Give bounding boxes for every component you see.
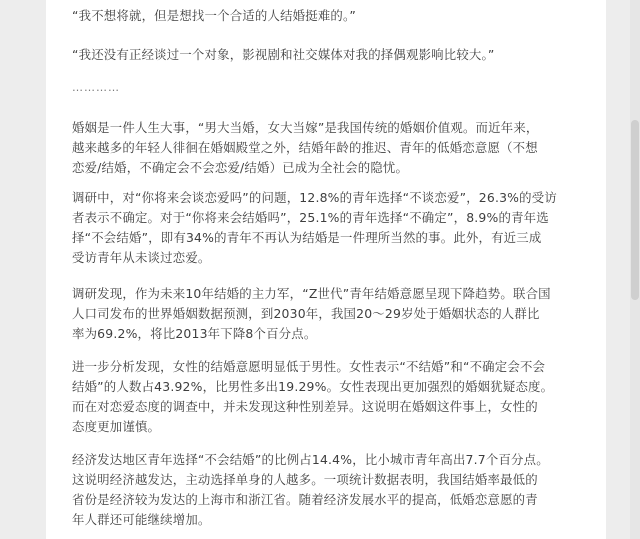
paragraph-2-line: 受访青年从未谈过恋爱。 [72,250,211,265]
paragraph-1-line: 越来越多的年轻人徘徊在婚姻殿堂之外，结婚年龄的推迟、青年的低婚恋意愿（不想 [72,140,538,155]
paragraph-4 [72,357,582,437]
paragraph-5-line: 经济发达地区青年选择“不会结婚”的比例占14.4%，比小城市青年高出7.7个百分点。 [72,452,549,467]
separator-dots: ………… [72,81,120,94]
paragraph-3-line: 人口司发布的世界婚姻数据预测，到2030年，我国20～29岁处于婚姻状态的人群比 [72,306,540,321]
paragraph-5-line: 这说明经济越发达，主动选择单身的人越多。一项统计数据表明，我国结婚率最低的 [72,472,538,487]
quote-1: “我不想将就，但是想找一个合适的人结婚挺难的。” [72,8,357,23]
paragraph-4-line: 进一步分析发现，女性的结婚意愿明显低于男性。女性表示“不结婚”和“不确定会不会 [72,359,546,374]
paragraph-2-line: 调研中，对“你将来会谈恋爱吗”的问题，12.8%的青年选择“不谈恋爱”，26.3%的受访 [72,190,557,205]
paragraph-1-line: 婚姻是一件人生大事，“男大当婚，女大当嫁”是我国传统的婚姻价值观。而近年来， [72,120,539,135]
paragraph-3-line: 调研发现，作为未来10年结婚的主力军，“Z世代”青年结婚意愿呈现下降趋势。联合国 [72,286,551,301]
quote-2: “我还没有正经谈过一个对象，影视剧和社交媒体对我的择偶观影响比较大。” [72,47,495,62]
scrollbar-thumb[interactable] [631,120,639,300]
paragraph-1-line: 恋爱/结婚，不确定会不会恋爱/结婚）已成为全社会的隐忧。 [72,160,409,175]
paragraph-5-line: 省份是经济较为发达的上海市和浙江省。随着经济发展水平的提高，低婚恋意愿的青 [72,492,538,507]
paragraph-5 [72,450,582,530]
paragraph-4-line: 态度更加谨慎。 [72,419,161,434]
paragraph-4-line: 结婚”的人数占43.92%，比男性多出19.29%。女性表现出更加强烈的婚姻犹疑态度。 [72,379,554,394]
paragraph-3 [72,284,582,344]
paragraph-2-line: 择“不会结婚”，即有34%的青年不再认为结婚是一件理所当然的事。此外，有近三成 [72,230,542,245]
paragraph-2-line: 者表示不确定。对于“你将来会结婚吗”，25.1%的青年选择“不确定”，8.9%的青年选 [72,210,549,225]
paragraph-4-line: 而在对恋爱态度的调查中，并未发现这种性别差异。这说明在婚姻这件事上，女性的 [72,399,538,414]
vertical-scrollbar[interactable] [630,0,640,539]
paragraph-3-line: 率为69.2%，将比2013年下降8个百分点。 [72,326,317,341]
article-body [46,0,606,539]
paragraph-1 [72,118,582,178]
paragraph-5-line: 年人群还可能继续增加。 [72,512,211,527]
paragraph-2 [72,188,582,268]
